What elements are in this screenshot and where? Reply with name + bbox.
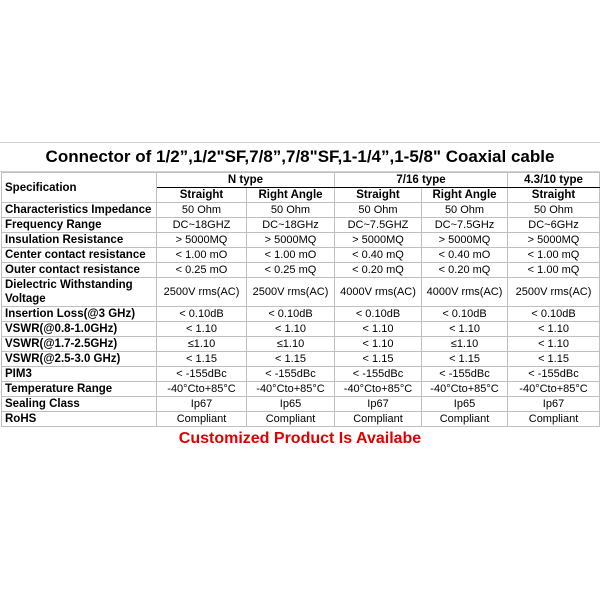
spec-table	[1, 172, 600, 427]
table-cell: 50 Ohm	[335, 203, 422, 218]
table-row	[2, 203, 600, 218]
row-label: Characteristics Impedance	[2, 203, 157, 218]
table-cell: Ip67	[508, 397, 600, 412]
table-cell: < 1.00 mO	[247, 248, 335, 263]
table-cell: 2500V rms(AC)	[508, 278, 600, 307]
spec-table-body	[2, 173, 600, 427]
table-cell: < 1.10	[335, 337, 422, 352]
table-cell: DC~7.5GHz	[422, 218, 508, 233]
group-header-n-type: N type	[157, 173, 335, 188]
table-cell: Compliant	[247, 412, 335, 427]
table-row	[2, 382, 600, 397]
table-cell: < 0.20 mQ	[422, 263, 508, 278]
table-row	[2, 263, 600, 278]
table-cell: -40°Cto+85°C	[422, 382, 508, 397]
row-label: Center contact resistance	[2, 248, 157, 263]
table-cell: ≤1.10	[157, 337, 247, 352]
row-label: Insertion Loss(@3 GHz)	[2, 307, 157, 322]
table-cell: DC~7.5GHZ	[335, 218, 422, 233]
table-cell: 2500V rms(AC)	[157, 278, 247, 307]
row-label: VSWR(@0.8-1.0GHz)	[2, 322, 157, 337]
table-cell: Compliant	[508, 412, 600, 427]
subheader-straight: Straight	[335, 188, 422, 203]
table-cell: -40°Cto+85°C	[508, 382, 600, 397]
table-cell: < 1.00 mQ	[508, 248, 600, 263]
table-cell: 50 Ohm	[157, 203, 247, 218]
row-label: Outer contact resistance	[2, 263, 157, 278]
table-cell: < 0.40 mQ	[335, 248, 422, 263]
table-cell: > 5000MQ	[335, 233, 422, 248]
table-cell: < 1.15	[157, 352, 247, 367]
row-label: Insulation Resistance	[2, 233, 157, 248]
subheader-right-angle: Right Angle	[247, 188, 335, 203]
table-cell: Compliant	[335, 412, 422, 427]
table-cell: ≤1.10	[247, 337, 335, 352]
page-title: Connector of 1/2”,1/2"SF,7/8”,7/8"SF,1-1/4”,1-5/8" Coaxial cable	[0, 142, 600, 172]
table-cell: 50 Ohm	[508, 203, 600, 218]
row-label: VSWR(@1.7-2.5GHz)	[2, 337, 157, 352]
table-cell: Compliant	[157, 412, 247, 427]
table-cell: < 1.10	[508, 322, 600, 337]
table-cell: ≤1.10	[422, 337, 508, 352]
table-row	[2, 337, 600, 352]
table-cell: < 0.20 mQ	[335, 263, 422, 278]
table-cell: < 1.10	[247, 322, 335, 337]
table-cell: Ip67	[157, 397, 247, 412]
table-cell: -40°Cto+85°C	[247, 382, 335, 397]
table-cell: 4000V rms(AC)	[422, 278, 508, 307]
table-cell: < 0.40 mO	[422, 248, 508, 263]
table-cell: < 1.15	[247, 352, 335, 367]
table-cell: < 1.15	[335, 352, 422, 367]
table-cell: 50 Ohm	[247, 203, 335, 218]
table-row	[2, 412, 600, 427]
table-cell: < 1.15	[508, 352, 600, 367]
table-cell: < 1.00 mO	[157, 248, 247, 263]
table-cell: > 5000MQ	[422, 233, 508, 248]
table-cell: < 1.10	[157, 322, 247, 337]
table-cell: < 0.10dB	[335, 307, 422, 322]
table-row	[2, 218, 600, 233]
table-cell: < 1.10	[508, 337, 600, 352]
row-label: RoHS	[2, 412, 157, 427]
table-cell: > 5000MQ	[247, 233, 335, 248]
table-row	[2, 248, 600, 263]
row-label: Frequency Range	[2, 218, 157, 233]
table-cell: < 0.25 mQ	[247, 263, 335, 278]
table-cell: > 5000MQ	[157, 233, 247, 248]
table-cell: < -155dBc	[422, 367, 508, 382]
table-cell: Compliant	[422, 412, 508, 427]
table-cell: -40°Cto+85°C	[335, 382, 422, 397]
row-label: PIM3	[2, 367, 157, 382]
table-cell: < 1.15	[422, 352, 508, 367]
table-row	[2, 367, 600, 382]
row-label: Temperature Range	[2, 382, 157, 397]
table-cell: DC~6GHz	[508, 218, 600, 233]
table-row	[2, 352, 600, 367]
row-label: Dielectric Withstanding Voltage	[2, 278, 157, 307]
table-cell: Ip65	[422, 397, 508, 412]
row-label: VSWR(@2.5-3.0 GHz)	[2, 352, 157, 367]
table-cell: < 0.10dB	[422, 307, 508, 322]
table-row	[2, 278, 600, 307]
table-row	[2, 397, 600, 412]
table-cell: < 0.10dB	[157, 307, 247, 322]
table-cell: < 1.00 mQ	[508, 263, 600, 278]
table-cell: < 1.10	[422, 322, 508, 337]
table-cell: < 0.10dB	[508, 307, 600, 322]
table-cell: DC~18GHZ	[157, 218, 247, 233]
table-cell: 4000V rms(AC)	[335, 278, 422, 307]
table-cell: > 5000MQ	[508, 233, 600, 248]
table-row	[2, 322, 600, 337]
spec-sheet	[0, 142, 600, 451]
table-cell: < 0.10dB	[247, 307, 335, 322]
spec-header: Specification	[2, 173, 157, 203]
subheader-straight: Straight	[157, 188, 247, 203]
table-cell: < -155dBc	[508, 367, 600, 382]
table-cell: < -155dBc	[335, 367, 422, 382]
group-header-4-3-10-type: 4.3/10 type	[508, 173, 600, 188]
table-row	[2, 307, 600, 322]
subheader-right-angle: Right Angle	[422, 188, 508, 203]
row-label: Sealing Class	[2, 397, 157, 412]
subheader-straight: Straight	[508, 188, 600, 203]
table-cell: 50 Ohm	[422, 203, 508, 218]
table-cell: < -155dBc	[157, 367, 247, 382]
table-cell: Ip65	[247, 397, 335, 412]
table-cell: -40°Cto+85°C	[157, 382, 247, 397]
table-cell: < 0.25 mO	[157, 263, 247, 278]
table-cell: < -155dBc	[247, 367, 335, 382]
table-row	[2, 233, 600, 248]
table-cell: Ip67	[335, 397, 422, 412]
table-cell: 2500V rms(AC)	[247, 278, 335, 307]
customized-product-note: Customized Product Is Availabe	[178, 430, 422, 447]
group-header-7-16-type: 7/16 type	[335, 173, 508, 188]
table-cell: < 1.10	[335, 322, 422, 337]
table-cell: DC~18GHz	[247, 218, 335, 233]
